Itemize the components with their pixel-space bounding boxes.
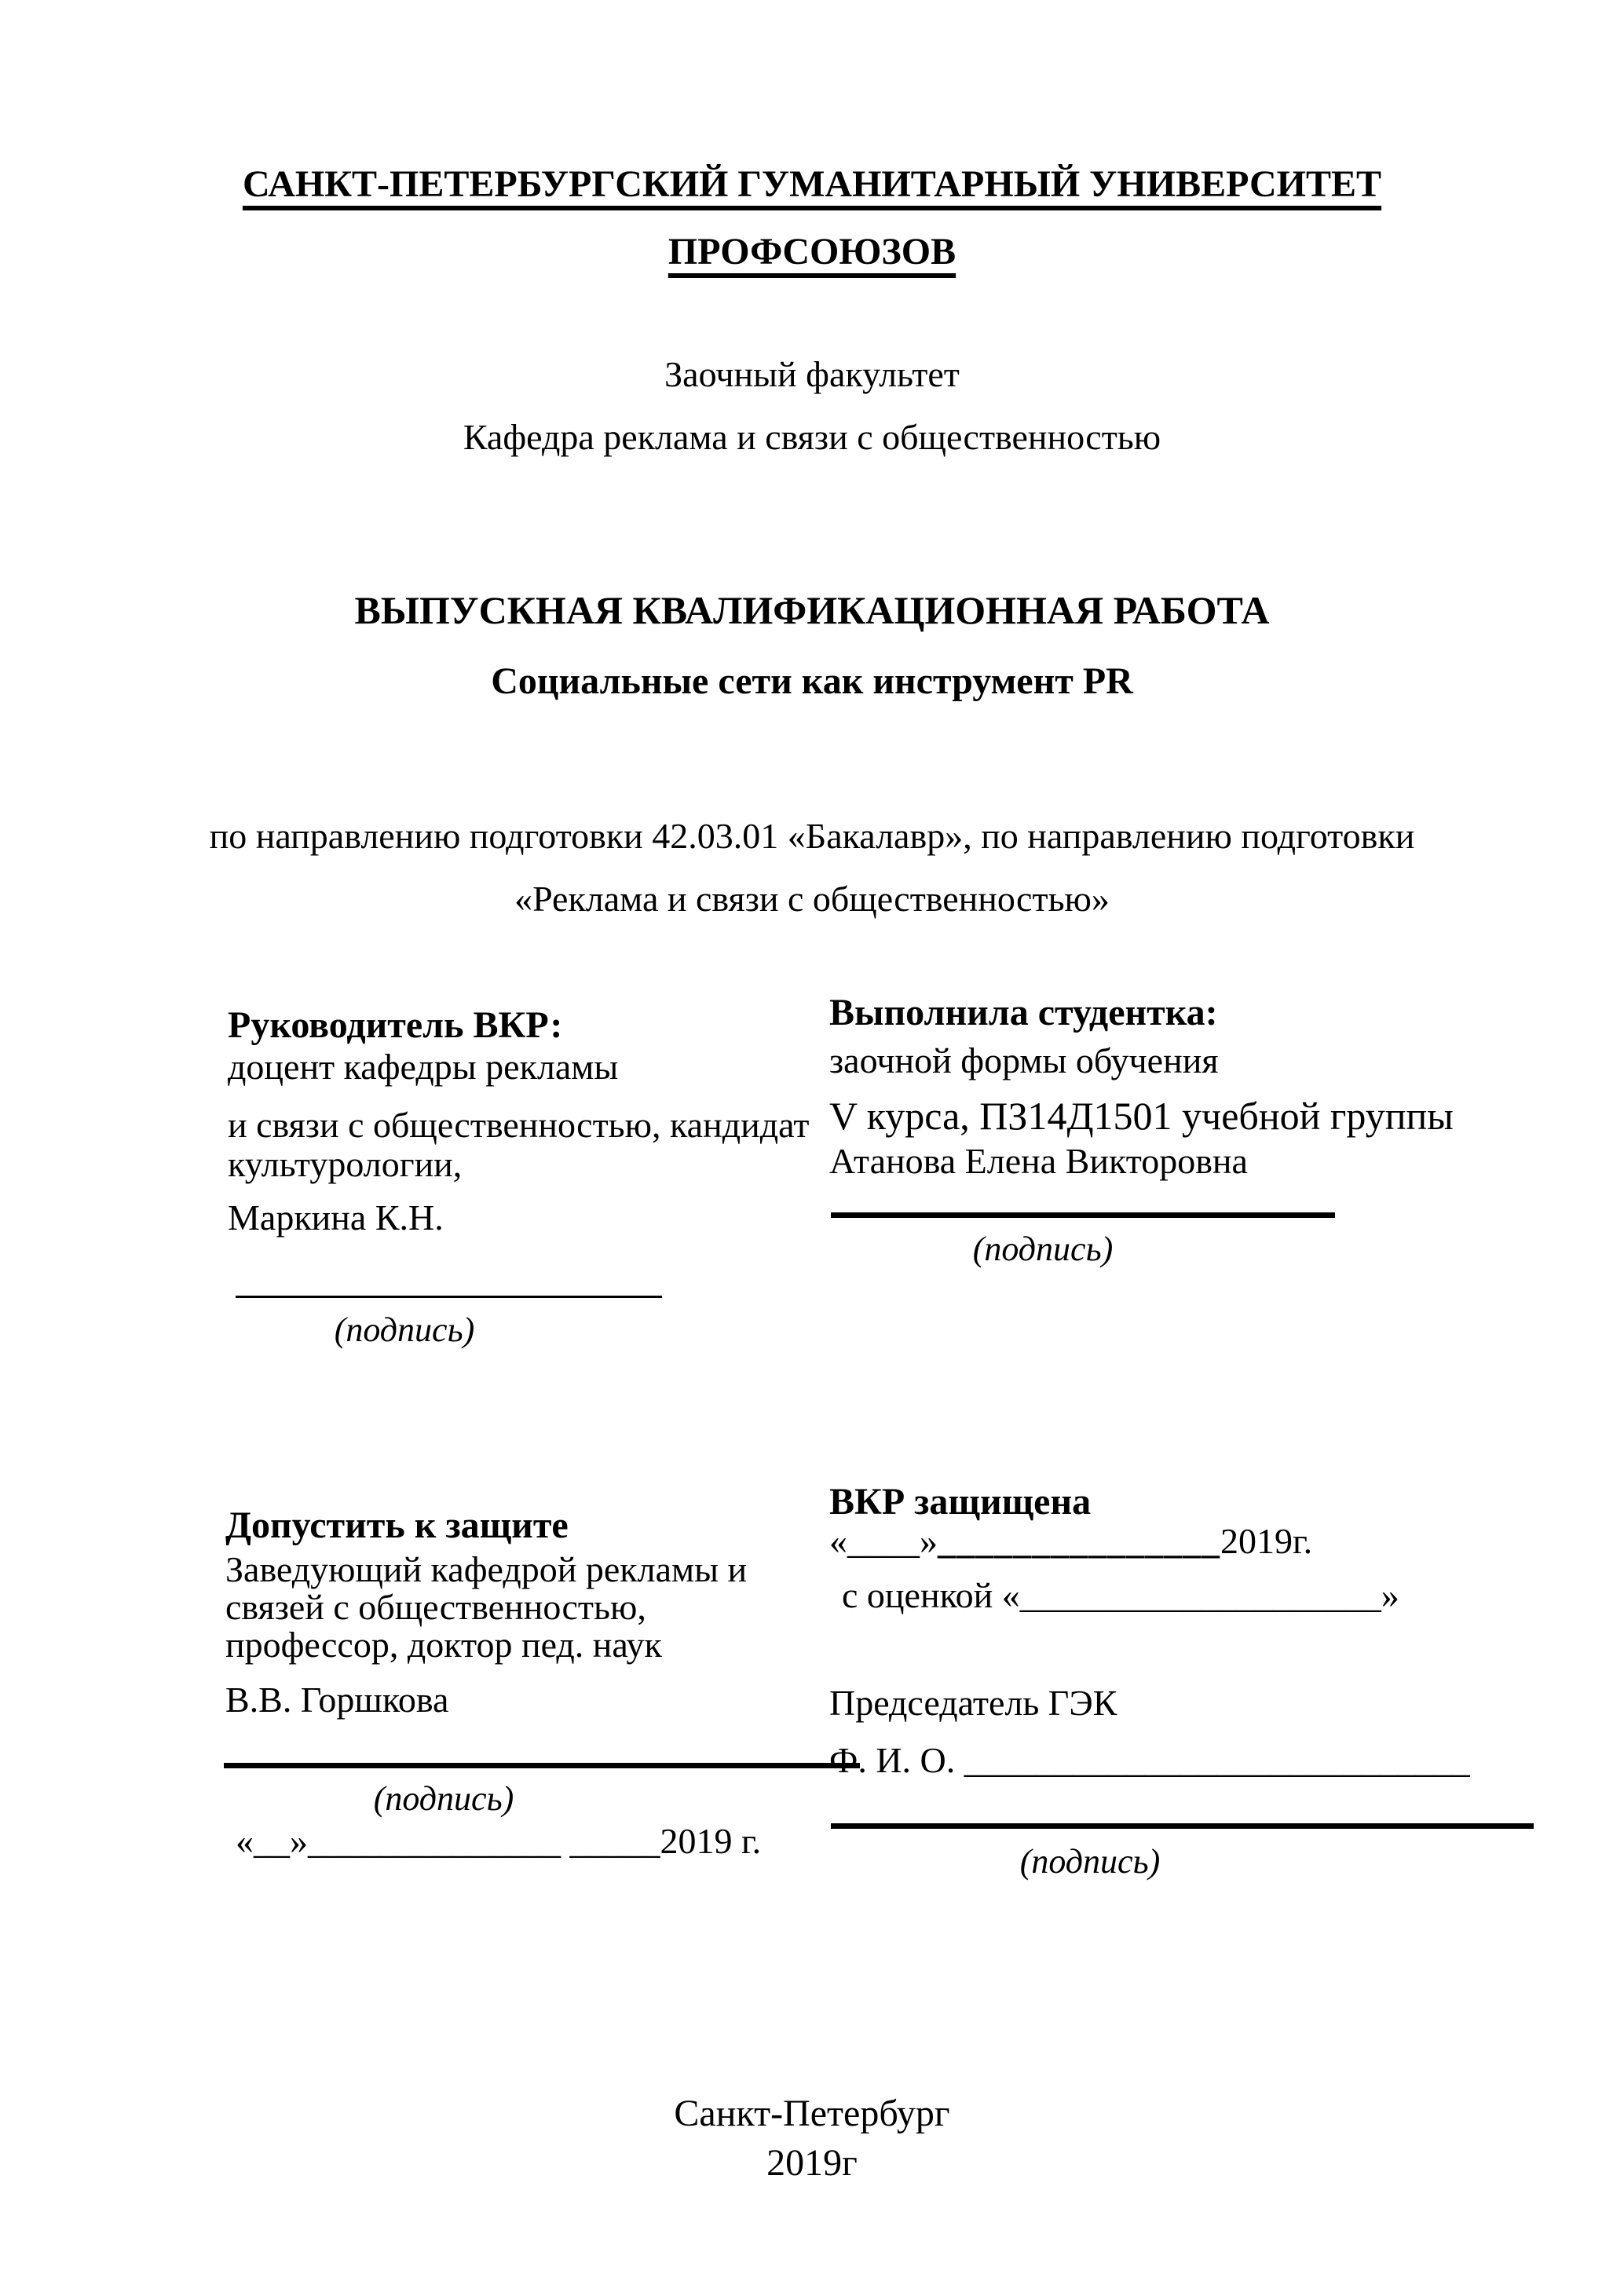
defense-fio-line: Ф. И. О. ____________________________	[829, 1740, 1470, 1780]
student-signature-caption: (подпись)	[972, 1230, 1114, 1268]
defense-heading: ВКР защищена	[829, 1481, 1092, 1523]
footer-city: Санкт-Петербург	[674, 2093, 950, 2134]
admission-heading: Допустить к защите	[225, 1504, 569, 1546]
work-type-title: ВЫПУСКНАЯ КВАЛИФИКАЦИОННАЯ РАБОТА	[354, 588, 1270, 632]
program-line-1: по направлению подготовки 42.03.01 «Бакалавр», по направлению подготовки	[209, 816, 1415, 856]
student-signature-line	[831, 1212, 1335, 1218]
admission-date-line: «__»______________ _____2019 г.	[236, 1821, 762, 1861]
defense-chairman-label: Председатель ГЭК	[829, 1683, 1117, 1723]
footer-year: 2019г	[766, 2142, 858, 2184]
student-study-form: заочной формы обучения	[829, 1040, 1219, 1080]
student-group-line: V курса, ПЗ14Д1501 учебной группы	[829, 1094, 1454, 1138]
supervisor-position-line3: культурологии,	[228, 1144, 463, 1184]
defense-grade-line: с оценкой «____________________»	[842, 1575, 1399, 1615]
supervisor-position-line1: доцент кафедры рекламы	[228, 1047, 619, 1087]
student-name: Атанова Елена Викторовна	[829, 1141, 1248, 1181]
work-title: Социальные сети как инструмент PR	[491, 660, 1133, 702]
admission-name: В.В. Горшкова	[225, 1680, 449, 1720]
admission-signature-caption: (подпись)	[373, 1779, 514, 1818]
defense-signature-line	[831, 1823, 1534, 1829]
admission-position-line2: связей с общественностью,	[225, 1587, 646, 1627]
supervisor-heading: Руководитель ВКР:	[228, 1004, 563, 1046]
defense-date-line	[829, 1520, 1312, 1562]
defense-date-year: 2019г.	[1220, 1521, 1313, 1561]
admission-position-line1: Заведующий кафедрой рекламы и	[225, 1549, 748, 1589]
department-line: Кафедра реклама и связи с общественностью	[463, 417, 1161, 457]
supervisor-signature-caption: (подпись)	[334, 1311, 475, 1349]
university-header	[0, 151, 1624, 287]
footer	[0, 2089, 1624, 2188]
student-heading: Выполнила студентка:	[829, 992, 1218, 1033]
supervisor-signature-line	[236, 1296, 662, 1298]
defense-date-blank: _______________	[938, 1521, 1220, 1561]
university-name-line1: САНКТ-ПЕТЕРБУРГСКИЙ ГУМАНИТАРНЫЙ УНИВЕРСИТЕТ	[242, 163, 1382, 205]
supervisor-position-line2: и связи с общественностью, кандидат	[228, 1105, 810, 1145]
defense-signature-caption: (подпись)	[1019, 1842, 1161, 1881]
university-name-line2: ПРОФСОЮЗОВ	[668, 231, 956, 273]
program-line-2: «Реклама и связи с общественностью»	[514, 879, 1110, 919]
faculty-line: Заочный факультет	[664, 354, 960, 394]
supervisor-name: Маркина К.Н.	[228, 1197, 444, 1238]
admission-position-line3: профессор, доктор пед. наук	[225, 1625, 662, 1665]
defense-date-open: «____»	[829, 1521, 938, 1561]
admission-signature-line	[224, 1763, 860, 1768]
